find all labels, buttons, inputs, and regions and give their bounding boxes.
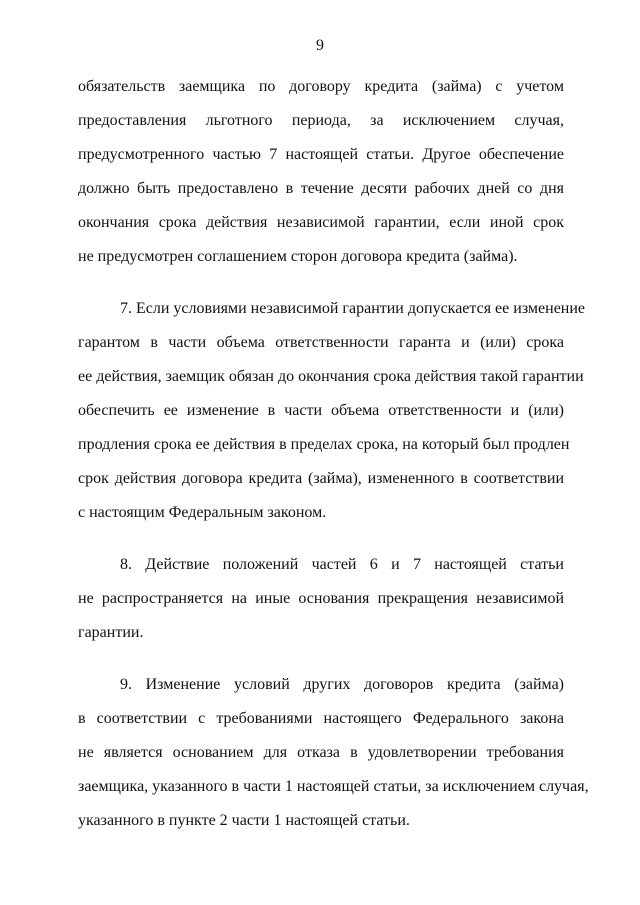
text-line: гарантом в части объема ответственности гаранта и (или) срока — [78, 334, 564, 351]
text-line: предусмотренного частью 7 настоящей статьи. Другое обеспечение — [78, 146, 564, 163]
document-body — [78, 70, 589, 838]
paragraph-7 — [78, 292, 586, 530]
text-line: обязательств заемщика по договору кредита (займа) с учетом — [78, 78, 564, 95]
text-line: должно быть предоставлено в течение десяти рабочих дней со дня — [78, 180, 564, 197]
text-line: обеспечить ее изменение в части объема ответственности и (или) — [78, 402, 564, 419]
text-line: 7. Если условиями независимой гарантии допускается ее изменение — [120, 300, 586, 317]
paragraph-spacer — [78, 530, 564, 548]
text-line: не распространяется на иные основания прекращения независимой — [78, 590, 564, 607]
paragraph-spacer — [78, 650, 564, 668]
text-line: не является основанием для отказа в удовлетворении требования — [78, 744, 564, 761]
text-line: срок действия договора кредита (займа), измененного в соответствии — [78, 470, 564, 487]
page-number: 9 — [316, 37, 324, 54]
text-line: 9. Изменение условий других договоров кредита (займа) — [120, 676, 564, 693]
text-line: гарантии. — [78, 624, 144, 641]
text-line: не предусмотрен соглашением сторон договора кредита (займа). — [78, 248, 518, 265]
text-line: указанного в пункте 2 части 1 настоящей статьи. — [78, 812, 410, 829]
text-line: 8. Действие положений частей 6 и 7 настоящей статьи — [120, 556, 564, 573]
text-line: окончания срока действия независимой гарантии, если иной срок — [78, 214, 564, 231]
paragraph-1 — [78, 70, 564, 274]
text-line: продления срока ее действия в пределах срока, на который был продлен — [78, 436, 570, 453]
text-line: предоставления льготного периода, за исключением случая, — [78, 112, 564, 129]
text-line: ее действия, заемщик обязан до окончания срока действия такой гарантии — [78, 368, 584, 385]
text-line: с настоящим Федеральным законом. — [78, 504, 327, 521]
text-line: в соответствии с требованиями настоящего Федерального закона — [78, 710, 564, 727]
paragraph-spacer — [78, 274, 564, 292]
paragraph-8 — [78, 548, 564, 650]
paragraph-9 — [78, 668, 589, 838]
text-line: заемщика, указанного в части 1 настоящей статьи, за исключением случая, — [78, 778, 589, 795]
